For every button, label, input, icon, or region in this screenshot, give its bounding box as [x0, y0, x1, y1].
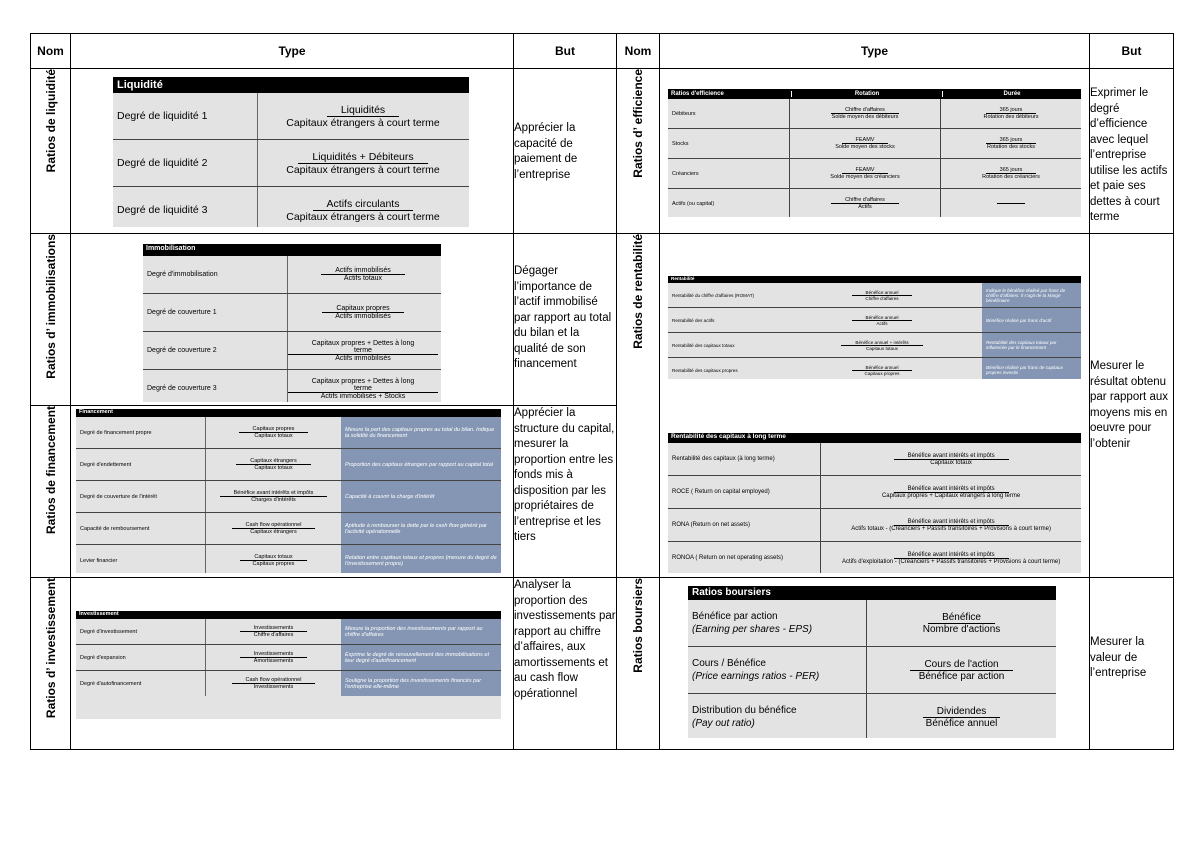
- ratio-formula: [257, 187, 468, 227]
- ratio-name: Degré de liquidité 3: [117, 204, 208, 216]
- ratio-label: [76, 430, 205, 436]
- ratio-description: Proportion des capitaux étrangers par rapport au capital total: [341, 449, 501, 480]
- financement-header: Financement: [76, 409, 501, 417]
- ratio-formula-denominator: Capitaux étrangers: [250, 529, 297, 535]
- ratio-row: [113, 140, 469, 187]
- ratio-formula-denominator: Chiffre d'affaires: [253, 632, 294, 638]
- name-immobilisations: Ratios d’ immobilisations: [31, 234, 71, 406]
- ratio-description: Rentabilité des capitaux totaux par influencée par le financement: [982, 333, 1081, 357]
- ratio-label: [668, 171, 789, 177]
- ratio-name: Rentabilité des actifs: [672, 317, 715, 323]
- ratio-formula: [789, 129, 940, 158]
- ratio-description: Indique le bénéfice réalisé par franc de chiffre d'affaires. Il s'agit de la Marge bénéficiaire: [982, 283, 1081, 307]
- ratio-formula-denominator: Actifs: [876, 320, 888, 326]
- type-immobilisations: [71, 234, 514, 406]
- boursiers-header: Ratios boursiers: [688, 586, 1056, 600]
- ratio-formula-numerator: Actifs circulants: [313, 198, 414, 211]
- ratio-label: [668, 201, 789, 207]
- header-but: But: [514, 34, 617, 69]
- type-liquidite: [71, 69, 514, 234]
- but-rentabilite: Mesurer le résultat obtenu par rapport aux moyens mis en oeuvre pour l’obtenir: [1090, 234, 1174, 578]
- ratio-formula: [205, 545, 341, 573]
- ratio-label: [76, 655, 205, 661]
- ratio-formula-denominator: Capitaux totaux: [930, 459, 972, 466]
- ratio-english-name: (Pay out ratio): [692, 718, 755, 729]
- ratio-label: [113, 204, 257, 216]
- ratio-formula-denominator: Capitaux totaux: [866, 345, 898, 351]
- ratio-formula: [820, 509, 1081, 541]
- ratio-name: Degré de liquidité 1: [117, 110, 208, 122]
- ratio-name: Débiteurs: [672, 110, 696, 117]
- ratio-formula: [782, 358, 982, 379]
- ratio-label: [668, 111, 789, 117]
- ratio-formula-denominator: Capitaux propres: [252, 561, 295, 567]
- ratio-description: Mesure la part des capitaux propres au total du bilan. Indique la solidité du financement: [341, 417, 501, 448]
- immobilisations-box-title: Immobilisation: [143, 244, 441, 256]
- ratio-name: Degré d'autofinancement: [80, 680, 142, 687]
- ratio-formula: [257, 93, 468, 139]
- but-immobilisations: Dégager l’importance de l’actif immobilisé par rapport au total du bilan et la qualité de son financement: [514, 234, 617, 406]
- ratio-row: [668, 189, 1081, 217]
- ratio-formula: [205, 513, 341, 544]
- ratio-formula-denominator: Actifs totaux - (Créanciers + Passifs transitoires + Provisions à court terme): [851, 525, 1051, 532]
- row-immobilisations: [31, 234, 1174, 406]
- ratio-label: [668, 343, 782, 348]
- ratio-formula-denominator: Actifs immobilisés + Stocks: [320, 392, 406, 400]
- ratio-label: [668, 293, 782, 298]
- liquidite-box: [113, 77, 469, 227]
- ratio-formula-numerator: Bénéfice avant intérêts et impôts: [220, 490, 328, 497]
- ratio-formula: [789, 189, 940, 217]
- ratio-row: [76, 449, 501, 481]
- investissement-box: [76, 611, 501, 719]
- immobilisations-box: [143, 244, 441, 402]
- ratio-formula-numerator: Investissements: [240, 625, 307, 632]
- ratio-row: [668, 333, 1081, 358]
- ratio-label: [76, 462, 205, 468]
- investissement-header: Investissement: [76, 611, 501, 619]
- duration-formula: [940, 159, 1081, 188]
- ratio-formula-numerator: Chiffre d'affaires: [831, 197, 899, 204]
- ratio-label: [688, 705, 866, 729]
- ratio-name: Degré de couverture 1: [147, 309, 217, 316]
- ratio-formula-numerator: Actifs immobilisés: [321, 267, 405, 275]
- ratio-description: Bénéfice réalisé par franc de capitaux propres investis: [982, 358, 1081, 379]
- ratio-formula: [287, 370, 438, 402]
- duration-formula-numerator: [997, 203, 1025, 204]
- efficience-header: Ratios d'efficience Rotation Durée: [668, 89, 1081, 99]
- efficience-box: [668, 89, 1081, 217]
- ratio-name: Rentabilité des capitaux (à long terme): [672, 456, 775, 462]
- ratio-english-name: (Earning per shares - EPS): [692, 624, 813, 635]
- type-investissement: [71, 578, 514, 750]
- rentabilite-box-2-header: Rentabilité des capitaux à long terme: [668, 433, 1081, 443]
- ratio-description: Aptitude à rembourser la dette par le cash flow généré par l'activité opérationnelle: [341, 513, 501, 544]
- ratio-row: [76, 417, 501, 449]
- ratio-formula: [205, 449, 341, 480]
- ratio-row: [668, 476, 1081, 509]
- ratio-formula-numerator: Bénéfice annuel: [852, 365, 913, 371]
- ratio-row: [668, 509, 1081, 542]
- ratio-formula-denominator: Capitaux étrangers à court terme: [286, 163, 440, 176]
- ratio-label: [143, 309, 287, 316]
- ratio-formula-denominator: Solde moyen des débiteurs: [831, 114, 899, 120]
- ratio-label: [76, 629, 205, 635]
- ratio-english-name: (Price earnings ratios - PER): [692, 671, 820, 682]
- ratio-formula-numerator: Cash flow opérationnel: [232, 522, 316, 529]
- ratio-row: [688, 647, 1056, 694]
- name-rentabilite: Ratios de rentabilité: [617, 234, 660, 578]
- ratio-formula-numerator: Bénéfice avant intérêts et impôts: [894, 552, 1009, 559]
- ratio-formula-numerator: FEAMV: [842, 137, 889, 144]
- ratio-formula: [820, 476, 1081, 508]
- ratio-row: [76, 671, 501, 696]
- ratio-formula-denominator: Solde moyen des créanciers: [830, 174, 900, 180]
- ratio-formula-numerator: Capitaux étrangers: [236, 458, 310, 465]
- ratio-formula-denominator: Capitaux propres + Capitaux étrangers à long terme: [881, 492, 1021, 499]
- ratio-formula-denominator: Actifs: [858, 204, 872, 210]
- duration-formula-denominator: Rotation des stocks: [987, 144, 1035, 150]
- ratio-formula: [205, 645, 341, 670]
- boursiers-box: [688, 586, 1056, 738]
- ratio-formula-numerator: Liquidités + Débiteurs: [298, 151, 427, 164]
- header-type-2: Type: [660, 34, 1090, 69]
- ratio-formula: [287, 294, 438, 331]
- ratio-label: [688, 658, 866, 682]
- ratio-row: [113, 187, 469, 227]
- type-boursiers: [660, 578, 1090, 750]
- header-nom-2: Nom: [617, 34, 660, 69]
- ratio-name: Degré de couverture 3: [147, 385, 217, 392]
- ratio-label: [113, 110, 257, 122]
- ratio-name: ROCE ( Return on capital employed): [672, 489, 770, 495]
- ratio-row: [76, 619, 501, 645]
- ratio-formula: [782, 308, 982, 332]
- ratio-name: Rentabilité des capitaux totaux: [672, 342, 735, 348]
- duration-formula-numerator: 365 jours: [986, 137, 1037, 144]
- ratio-name: Capacité de remboursement: [80, 525, 150, 532]
- ratio-row: [76, 481, 501, 513]
- ratio-formula: [866, 694, 1056, 738]
- but-liquidite: Apprécier la capacité de paiement de l’entreprise: [514, 69, 617, 234]
- ratio-formula-numerator: Bénéfice avant intérêts et impôts: [894, 486, 1009, 493]
- ratio-formula: [205, 619, 341, 644]
- ratio-formula-denominator: Amortissements: [253, 658, 294, 664]
- ratio-description: Relation entre capitaux totaux et propres (mesure du degré de l'investissement propre): [341, 545, 501, 573]
- ratio-formula-denominator: Capitaux propres: [864, 370, 900, 376]
- type-financement: [71, 406, 514, 578]
- ratio-name: Créanciers: [672, 170, 699, 177]
- ratio-name: Degré de couverture de l'intérêt: [80, 493, 157, 500]
- ratio-name: Levier financier: [80, 557, 118, 564]
- ratio-formula-numerator: FEAMV: [842, 167, 889, 174]
- ratio-name: Degré de liquidité 2: [117, 157, 208, 169]
- ratio-formula: [287, 256, 438, 293]
- ratio-row: [143, 294, 441, 332]
- ratio-formula: [782, 283, 982, 307]
- ratio-formula-denominator: Chiffre d'affaires: [865, 295, 899, 301]
- ratio-formula: [866, 600, 1056, 646]
- ratio-formula-denominator: Actifs immobilisés: [335, 313, 391, 320]
- name-liquidite: Ratios de liquidité: [31, 69, 71, 234]
- liquidite-box-title: Liquidité: [113, 77, 469, 93]
- ratio-formula-numerator: Capitaux propres: [239, 426, 309, 433]
- ratio-row: [668, 308, 1081, 333]
- ratio-name: Stocks: [672, 140, 689, 147]
- ratio-row: [76, 645, 501, 671]
- ratio-label: [668, 141, 789, 147]
- ratio-label: [76, 526, 205, 532]
- ratio-row: [668, 542, 1081, 573]
- ratio-formula-numerator: Bénéfice annuel: [852, 315, 913, 321]
- ratio-formula-numerator: Cash flow opérationnel: [232, 677, 316, 684]
- ratio-formula: [866, 647, 1056, 693]
- ratio-name: Cours / Bénéfice: [692, 658, 766, 669]
- ratio-formula: [789, 159, 940, 188]
- ratio-row: [668, 358, 1081, 379]
- ratio-name: Distribution du bénéfice: [692, 705, 797, 716]
- duration-formula-denominator: Rotation des créanciers: [982, 174, 1040, 180]
- ratio-formula-numerator: Bénéfice: [928, 612, 995, 624]
- ratio-row: [143, 332, 441, 370]
- ratio-formula-denominator: Capitaux totaux: [254, 465, 293, 471]
- ratio-formula-numerator: Liquidités: [327, 104, 399, 117]
- ratio-row: [668, 129, 1081, 159]
- ratio-row: [668, 283, 1081, 308]
- ratio-formula: [205, 417, 341, 448]
- ratio-formula-denominator: Nombre d'actions: [922, 623, 1001, 635]
- ratio-formula-numerator: Bénéfice annuel: [852, 290, 913, 296]
- ratio-formula-numerator: Cours de l'action: [910, 659, 1012, 671]
- ratio-label: [113, 157, 257, 169]
- duration-formula: [940, 99, 1081, 128]
- ratio-name: Actifs (ou capital): [672, 200, 715, 207]
- row-investissement: [31, 578, 1174, 750]
- ratio-label: [668, 368, 782, 373]
- ratios-table: [30, 33, 1174, 750]
- ratio-label: [143, 271, 287, 278]
- name-boursiers: Ratios boursiers: [617, 578, 660, 750]
- ratio-row: [688, 600, 1056, 647]
- ratio-label: [76, 681, 205, 687]
- ratio-formula-denominator: Bénéfice annuel: [925, 717, 998, 729]
- ratio-formula-numerator: Chiffre d'affaires: [831, 107, 899, 114]
- header-but-2: But: [1090, 34, 1174, 69]
- ratio-label: [76, 558, 205, 564]
- ratio-formula-denominator: Capitaux totaux: [254, 433, 293, 439]
- ratio-formula-numerator: Capitaux totaux: [240, 554, 306, 561]
- ratio-label: [143, 385, 287, 392]
- rentabilite-box-1-title: Rentabilité: [668, 276, 1081, 283]
- name-financement: Ratios de financement: [31, 406, 71, 578]
- duration-formula: [940, 189, 1081, 217]
- ratio-name: Degré d'immobilisation: [147, 271, 218, 278]
- ratio-label: [668, 555, 820, 561]
- ratio-formula-numerator: Bénéfice avant intérêts et impôts: [894, 519, 1009, 526]
- ratio-row: [143, 370, 441, 402]
- type-rentabilite: [660, 234, 1090, 578]
- rentabilite-box-1: [668, 276, 1081, 379]
- ratio-name: Rentabilité du chiffre d'affaires (ROMAT): [672, 292, 755, 298]
- header-type: Type: [71, 34, 514, 69]
- financement-box: [76, 409, 501, 573]
- ratio-formula: [820, 542, 1081, 573]
- ratio-formula: [287, 332, 438, 369]
- ratio-row: [668, 99, 1081, 129]
- ratio-formula: [789, 99, 940, 128]
- but-investissement: Analyser la proportion des investissements par rapport au chiffre d’affaires, aux amortissements et au cash flow opérationnel: [514, 578, 617, 750]
- ratio-formula-denominator: Investissements: [253, 684, 294, 690]
- ratio-formula-denominator: Actifs totaux: [343, 275, 383, 282]
- ratio-formula: [205, 671, 341, 696]
- ratio-name: Degré de financement propre: [80, 429, 152, 436]
- ratio-label: [143, 347, 287, 354]
- type-efficience: [660, 69, 1090, 234]
- ratio-formula: [782, 333, 982, 357]
- ratio-row: [668, 443, 1081, 476]
- ratio-formula-denominator: Charges d'intérêts: [251, 497, 296, 503]
- ratio-row: [688, 694, 1056, 738]
- ratio-formula-denominator: Capitaux étrangers à court terme: [286, 210, 440, 223]
- ratio-row: [668, 159, 1081, 189]
- ratio-formula-numerator: Investissements: [240, 651, 307, 658]
- ratio-name: Degré d'expansion: [80, 654, 126, 661]
- ratio-row: [143, 256, 441, 294]
- ratio-formula-numerator: Bénéfice avant intérêts et impôts: [894, 453, 1009, 460]
- ratio-name: RONA (Return on net assets): [672, 522, 751, 528]
- but-boursiers: Mesurer la valeur de l’entreprise: [1090, 578, 1174, 750]
- ratio-description: Bénéfice réalisé par franc d'actif: [982, 308, 1081, 332]
- ratio-formula-denominator: Solde moyen des stocks: [835, 144, 895, 150]
- ratio-formula-numerator: Bénéfice annuel + intérêts: [841, 340, 922, 346]
- ratio-description: Mesure la proportion des investissements par rapport au chiffre d'affaires: [341, 619, 501, 644]
- ratio-row: [113, 93, 469, 140]
- ratio-formula-denominator: Capitaux étrangers à court terme: [286, 116, 440, 129]
- ratio-label: [668, 318, 782, 323]
- ratio-name: RONOA ( Return on net operating assets): [672, 555, 784, 561]
- ratio-name: Degré d'investissement: [80, 628, 137, 635]
- ratio-formula-numerator: Dividendes: [923, 706, 1000, 718]
- ratio-name: Degré d'endettement: [80, 461, 132, 468]
- ratio-formula-denominator: Actifs immobilisés: [335, 354, 391, 362]
- ratio-label: [668, 522, 820, 528]
- but-efficience: Exprimer le degré d’efficience avec lequel l’entreprise utilise les actifs et paie ses dettes à court terme: [1090, 69, 1174, 234]
- ratio-formula: [205, 481, 341, 512]
- ratio-formula: [820, 443, 1081, 475]
- header-row: [31, 34, 1174, 69]
- ratio-name: Bénéfice par action: [692, 611, 778, 622]
- header-nom: Nom: [31, 34, 71, 69]
- ratio-formula-numerator: Capitaux propres: [322, 305, 403, 313]
- but-financement: Apprécier la structure du capital, mesurer la proportion entre les fonds mis à disposition par les propriétaires de l’entreprise et les tiers: [514, 406, 617, 578]
- ratio-description: Capacité à couvrir la charge d'intérêt: [341, 481, 501, 512]
- ratio-row: [76, 513, 501, 545]
- ratio-name: Rentabilité des capitaux propres: [672, 367, 738, 373]
- ratio-description: Souligne la proportion des investissements financés par l'entreprise elle-même: [341, 671, 501, 696]
- name-investissement: Ratios d’ investissement: [31, 578, 71, 750]
- ratio-formula: [257, 140, 468, 186]
- ratio-formula-denominator: Actifs d'exploitation - (Créanciers + Passifs transitoires + Provisions à court terme): [841, 558, 1061, 565]
- ratio-label: [76, 494, 205, 500]
- duration-formula-numerator: 365 jours: [986, 107, 1037, 114]
- ratio-label: [668, 489, 820, 495]
- ratio-label: [668, 456, 820, 462]
- rentabilite-box-2: [668, 433, 1081, 573]
- duration-formula-denominator: Rotation des débiteurs: [983, 114, 1039, 120]
- duration-formula: [940, 129, 1081, 158]
- ratio-formula-numerator: Capitaux propres + Dettes à long terme: [288, 340, 438, 355]
- ratio-row: [76, 545, 501, 573]
- ratio-formula-denominator: Bénéfice par action: [918, 670, 1005, 682]
- ratio-name: Degré de couverture 2: [147, 347, 217, 354]
- row-liquidite: [31, 69, 1174, 234]
- ratio-formula-numerator: Capitaux propres + Dettes à long terme: [288, 378, 438, 393]
- ratio-label: [688, 611, 866, 635]
- ratio-description: Exprime le degré de renouvellement des immobilisations et leur degré d'autofinancement: [341, 645, 501, 670]
- name-efficience: Ratios d’ efficience: [617, 69, 660, 234]
- duration-formula-numerator: 365 jours: [986, 167, 1037, 174]
